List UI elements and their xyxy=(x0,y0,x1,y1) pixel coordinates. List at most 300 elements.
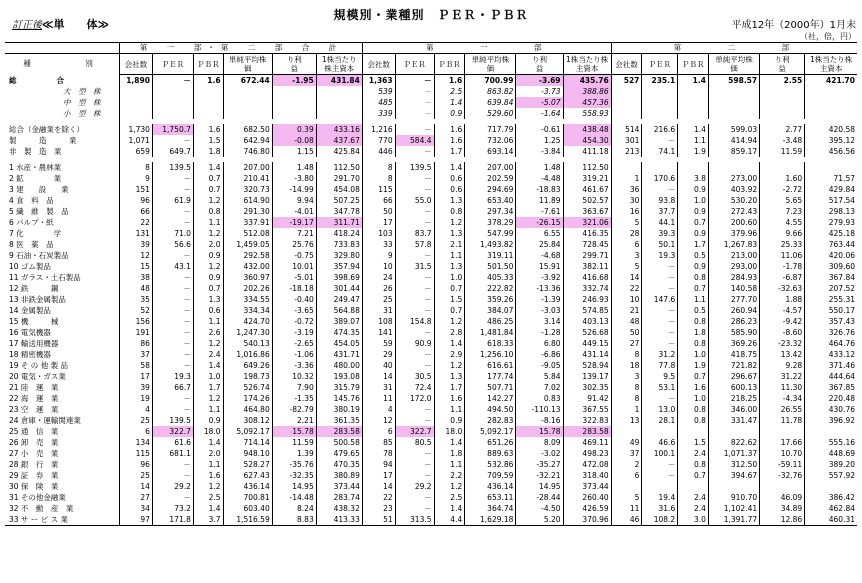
table-cell xyxy=(805,108,857,119)
table-cell xyxy=(611,481,642,492)
table-cell: 71.0 xyxy=(152,228,193,239)
table-cell: 40 xyxy=(362,360,395,371)
table-cell: 139.17 xyxy=(563,371,611,382)
table-cell: 0.7 xyxy=(678,470,709,481)
row-label: 32 不 動 産 業 xyxy=(9,504,74,513)
table-cell: 1.2 xyxy=(434,481,465,492)
table-cell: 34.89 xyxy=(760,503,805,514)
column-header: 会社数 xyxy=(362,54,395,75)
table-cell: -5.07 xyxy=(516,97,563,108)
column-header: ＰＢＲ xyxy=(434,54,465,75)
table-cell: 454.30 xyxy=(563,135,611,146)
table-cell: 360.97 xyxy=(223,272,272,283)
row-label: 26 卸 売 業 xyxy=(9,438,59,447)
table-cell: 15.78 xyxy=(272,426,316,437)
table-cell xyxy=(152,97,193,108)
table-cell: 8 xyxy=(611,382,642,393)
table-cell: 659 xyxy=(120,146,153,157)
table-cell: － xyxy=(642,338,678,349)
table-cell: 319.11 xyxy=(465,250,516,261)
table-cell: 16 xyxy=(611,206,642,217)
table-cell: 11 xyxy=(611,503,642,514)
table-cell: － xyxy=(152,470,193,481)
table-cell: 0.8 xyxy=(678,459,709,470)
table-cell: 216.6 xyxy=(642,124,678,135)
table-cell xyxy=(678,162,709,173)
table-cell xyxy=(642,86,678,97)
row-label: 23 空 運 業 xyxy=(9,405,59,414)
row-label: 1 水産・農林業 xyxy=(9,163,62,172)
table-cell: -32.63 xyxy=(760,283,805,294)
table-cell xyxy=(642,97,678,108)
table-cell: 1.1 xyxy=(193,459,223,470)
table-row xyxy=(5,426,857,437)
table-cell: 436.14 xyxy=(223,481,272,492)
table-cell: － xyxy=(395,470,434,481)
table-cell: 30 xyxy=(611,195,642,206)
table-cell: 1.39 xyxy=(272,448,316,459)
table-cell: 1.1 xyxy=(678,294,709,305)
table-row xyxy=(5,294,857,305)
table-cell: 550.17 xyxy=(805,305,857,316)
table-cell xyxy=(223,86,272,97)
table-row xyxy=(5,415,857,426)
table-cell: 1.7 xyxy=(678,239,709,250)
table-cell: 2.4 xyxy=(193,349,223,360)
table-cell: 1.48 xyxy=(516,162,563,173)
table-row xyxy=(5,124,857,135)
table-cell: 485 xyxy=(362,97,395,108)
table-cell: 10 xyxy=(362,261,395,272)
table-cell: 1.0 xyxy=(678,393,709,404)
table-cell: 26.55 xyxy=(760,404,805,415)
table-cell: － xyxy=(152,404,193,415)
table-cell: 1.1 xyxy=(678,135,709,146)
table-cell: -0.72 xyxy=(272,316,316,327)
table-cell: 96 xyxy=(120,195,153,206)
table-cell: 1.2 xyxy=(193,481,223,492)
table-cell: － xyxy=(395,459,434,470)
table-cell: 36 xyxy=(611,184,642,195)
table-cell: 347.78 xyxy=(316,206,362,217)
table-cell: 395.12 xyxy=(805,135,857,146)
table-cell: － xyxy=(395,492,434,503)
table-cell: 1.5 xyxy=(434,294,465,305)
table-cell: 74.1 xyxy=(642,146,678,157)
table-cell xyxy=(708,481,759,492)
table-cell: 134 xyxy=(120,437,153,448)
table-cell: 1,071.37 xyxy=(708,448,759,459)
table-cell: -9.05 xyxy=(516,360,563,371)
group-header-first-section: 第 一 部 xyxy=(362,43,611,54)
table-cell: 382.11 xyxy=(563,261,611,272)
table-cell: 141 xyxy=(362,327,395,338)
table-cell: 746.80 xyxy=(223,146,272,157)
table-cell: 4 xyxy=(120,404,153,415)
table-cell: 37 xyxy=(611,448,642,459)
table-cell: 332.74 xyxy=(563,283,611,294)
table-cell: 425.18 xyxy=(805,228,857,239)
table-cell: － xyxy=(642,305,678,316)
table-cell: 18.0 xyxy=(434,426,465,437)
table-cell: 0.9 xyxy=(434,108,465,119)
table-cell: 55.0 xyxy=(395,195,434,206)
table-cell: 96 xyxy=(120,459,153,470)
table-cell: -4.34 xyxy=(760,393,805,404)
table-cell: 378.29 xyxy=(465,217,516,228)
table-cell: -110.13 xyxy=(516,404,563,415)
table-cell: 639.84 xyxy=(465,97,516,108)
table-cell: 25.76 xyxy=(272,239,316,250)
table-cell xyxy=(642,481,678,492)
table-cell: 0.7 xyxy=(678,371,709,382)
table-cell: 108.2 xyxy=(642,514,678,526)
table-cell: 431.84 xyxy=(316,75,362,87)
table-cell: 56.6 xyxy=(152,239,193,250)
table-cell: 517.54 xyxy=(805,195,857,206)
table-cell: 222.82 xyxy=(465,283,516,294)
table-row xyxy=(5,514,857,526)
table-cell: 14.95 xyxy=(516,481,563,492)
table-cell: 72.4 xyxy=(395,382,434,393)
table-cell: － xyxy=(395,283,434,294)
table-cell: 0.7 xyxy=(434,305,465,316)
table-cell: 1.25 xyxy=(516,135,563,146)
column-header: 1株当たり株主資本 xyxy=(316,54,362,75)
table-cell: 384.07 xyxy=(465,305,516,316)
table-cell: 1,391.77 xyxy=(708,514,759,526)
table-cell: 200.60 xyxy=(708,217,759,228)
table-cell: 6.55 xyxy=(516,228,563,239)
table-cell: 411.18 xyxy=(563,146,611,157)
table-cell: -4.68 xyxy=(516,250,563,261)
table-cell: － xyxy=(152,283,193,294)
table-cell: 207.00 xyxy=(465,162,516,173)
table-cell: 380.89 xyxy=(316,470,362,481)
table-cell: 38 xyxy=(120,272,153,283)
table-cell: 0.5 xyxy=(678,250,709,261)
table-cell xyxy=(316,108,362,119)
table-cell: 11.30 xyxy=(760,382,805,393)
table-cell: 90.9 xyxy=(395,338,434,349)
table-cell: 12 xyxy=(120,250,153,261)
table-cell: 14 xyxy=(120,481,153,492)
table-cell xyxy=(760,97,805,108)
table-cell: 2.1 xyxy=(434,239,465,250)
table-cell: 1.4 xyxy=(193,503,223,514)
table-cell: － xyxy=(152,459,193,470)
table-cell: 85 xyxy=(362,437,395,448)
table-cell: 77.8 xyxy=(642,360,678,371)
table-cell: 403.13 xyxy=(563,316,611,327)
table-cell: － xyxy=(395,360,434,371)
table-cell: － xyxy=(152,206,193,217)
table-row xyxy=(5,97,857,108)
table-cell: 430.76 xyxy=(805,404,857,415)
table-cell: 302.35 xyxy=(563,382,611,393)
table-cell: 297.34 xyxy=(465,206,516,217)
table-cell: 0.5 xyxy=(678,305,709,316)
table-row xyxy=(5,459,857,470)
table-cell: -3.48 xyxy=(760,135,805,146)
table-cell xyxy=(272,108,316,119)
table-cell: -1.64 xyxy=(516,108,563,119)
table-cell xyxy=(708,426,759,437)
table-cell: 318.40 xyxy=(563,470,611,481)
table-cell: 424.70 xyxy=(223,316,272,327)
table-cell: － xyxy=(152,349,193,360)
table-cell: － xyxy=(395,349,434,360)
table-cell: － xyxy=(152,272,193,283)
column-header: り利 益 xyxy=(272,54,316,75)
table-cell: 649.26 xyxy=(223,360,272,371)
table-cell: 322.83 xyxy=(563,415,611,426)
table-cell: 218.25 xyxy=(708,393,759,404)
table-cell: 5.65 xyxy=(760,195,805,206)
table-cell: 10.32 xyxy=(272,371,316,382)
table-cell: 321.06 xyxy=(563,217,611,228)
table-cell: 500.58 xyxy=(316,437,362,448)
table-cell: 17.66 xyxy=(760,437,805,448)
table-cell: 23 xyxy=(362,503,395,514)
table-cell: 100.1 xyxy=(642,448,678,459)
table-cell: 14 xyxy=(611,272,642,283)
table-cell: 1.6 xyxy=(434,75,465,87)
table-cell: -32.35 xyxy=(272,470,316,481)
table-cell: 58 xyxy=(120,360,153,371)
table-cell xyxy=(678,97,709,108)
table-cell: 59 xyxy=(362,338,395,349)
table-cell: -35.76 xyxy=(272,459,316,470)
table-cell: -0.40 xyxy=(272,294,316,305)
table-cell: 618.33 xyxy=(465,338,516,349)
table-cell: 0.7 xyxy=(678,283,709,294)
table-cell: 1,890 xyxy=(120,75,153,87)
table-cell: 202.59 xyxy=(465,173,516,184)
table-cell xyxy=(708,97,759,108)
table-cell: 1.2 xyxy=(193,228,223,239)
table-cell xyxy=(611,86,642,97)
table-cell: 151 xyxy=(120,184,153,195)
table-cell: 329.80 xyxy=(316,250,362,261)
table-cell: 283.58 xyxy=(316,426,362,437)
table-cell: 1.5 xyxy=(193,135,223,146)
table-cell: 5,092.17 xyxy=(465,426,516,437)
table-cell: － xyxy=(152,135,193,146)
scope-heading xyxy=(12,16,109,32)
table-cell: 66.7 xyxy=(152,382,193,393)
table-cell: 1.2 xyxy=(434,316,465,327)
row-label: 7 化 学 xyxy=(9,229,62,238)
table-cell: 0.7 xyxy=(678,217,709,228)
table-cell: 598.57 xyxy=(708,75,759,87)
table-cell: 15 xyxy=(120,261,153,272)
table-cell: 11.59 xyxy=(760,146,805,157)
table-cell: 1,256.10 xyxy=(465,349,516,360)
table-cell: 0.9 xyxy=(434,415,465,426)
table-row xyxy=(5,492,857,503)
table-cell: － xyxy=(395,217,434,228)
table-cell: 142.27 xyxy=(465,393,516,404)
table-cell: 454.08 xyxy=(316,184,362,195)
table-cell: 700.99 xyxy=(465,75,516,87)
table-cell: 1,071 xyxy=(120,135,153,146)
table-cell: 0.9 xyxy=(678,184,709,195)
table-cell: 2.4 xyxy=(678,503,709,514)
table-cell: 438.32 xyxy=(316,503,362,514)
table-cell: -6.86 xyxy=(516,349,563,360)
table-cell: 1.8 xyxy=(678,327,709,338)
report-date: 平成12年（2000年）1月末 xyxy=(731,20,856,31)
table-cell: 8 xyxy=(120,162,153,173)
table-cell: 1.7 xyxy=(434,382,465,393)
table-cell: -18.83 xyxy=(516,184,563,195)
table-cell: 293.00 xyxy=(708,261,759,272)
table-cell: 10.70 xyxy=(760,448,805,459)
table-cell: 14 xyxy=(362,481,395,492)
table-cell: 296.67 xyxy=(708,371,759,382)
table-cell: 403.92 xyxy=(708,184,759,195)
table-cell: 733.83 xyxy=(316,239,362,250)
table-cell: 3.14 xyxy=(516,316,563,327)
table-cell: 1.7 xyxy=(434,146,465,157)
row-label: 中 型 株 xyxy=(63,98,101,107)
table-cell: 763.44 xyxy=(805,239,857,250)
table-row xyxy=(5,338,857,349)
table-cell: 1.1 xyxy=(193,316,223,327)
table-cell: 373.44 xyxy=(563,481,611,492)
table-cell: 31.6 xyxy=(642,503,678,514)
table-cell xyxy=(152,108,193,119)
table-row xyxy=(5,184,857,195)
table-cell xyxy=(805,162,857,173)
row-label: 28 銀 行 業 xyxy=(9,460,59,469)
table-cell: 454.05 xyxy=(316,338,362,349)
table-cell: 147.6 xyxy=(642,294,678,305)
table-cell: 80.5 xyxy=(395,437,434,448)
table-cell: 627.43 xyxy=(223,470,272,481)
table-cell: 322.7 xyxy=(152,426,193,437)
table-cell: 435.76 xyxy=(563,75,611,87)
table-cell: 46.09 xyxy=(760,492,805,503)
table-cell: 8 xyxy=(362,173,395,184)
table-cell: 367.85 xyxy=(805,382,857,393)
table-cell: 1.0 xyxy=(193,371,223,382)
table-cell: 31.22 xyxy=(760,371,805,382)
table-cell: 2.6 xyxy=(193,327,223,338)
column-header: 会社数 xyxy=(611,54,642,75)
table-cell: 379.96 xyxy=(708,228,759,239)
table-cell: 603.40 xyxy=(223,503,272,514)
table-cell xyxy=(678,108,709,119)
table-cell: -32.21 xyxy=(516,470,563,481)
table-cell: 859.17 xyxy=(708,146,759,157)
table-cell: 291.30 xyxy=(223,206,272,217)
column-header: 1株当たり株主資本 xyxy=(563,54,611,75)
table-cell: -3.36 xyxy=(272,360,316,371)
table-cell: 273.00 xyxy=(708,173,759,184)
table-cell: 299.71 xyxy=(563,250,611,261)
table-cell: 1,363 xyxy=(362,75,395,87)
table-cell: 0.8 xyxy=(678,415,709,426)
table-cell: 309.60 xyxy=(805,261,857,272)
scope-label: ≪単 体≫ xyxy=(42,18,110,31)
table-row xyxy=(5,481,857,492)
column-header: 単純平均株 価 xyxy=(223,54,272,75)
table-cell xyxy=(760,481,805,492)
table-cell: － xyxy=(152,173,193,184)
table-cell: 25 xyxy=(120,415,153,426)
table-cell: 139.5 xyxy=(395,162,434,173)
table-cell: 2 xyxy=(611,459,642,470)
table-row xyxy=(5,316,857,327)
table-cell xyxy=(193,86,223,97)
table-cell: -3.65 xyxy=(272,305,316,316)
table-cell: 6 xyxy=(611,470,642,481)
column-header: 単純平均株 価 xyxy=(708,54,759,75)
row-label: 大 型 株 xyxy=(63,87,101,96)
table-cell: 528.27 xyxy=(223,459,272,470)
table-cell: 93.8 xyxy=(642,195,678,206)
table-cell: 0.7 xyxy=(193,173,223,184)
table-cell: 24 xyxy=(362,272,395,283)
table-cell: 202.26 xyxy=(223,283,272,294)
table-cell: 507.71 xyxy=(465,382,516,393)
table-cell: 0.7 xyxy=(434,283,465,294)
table-cell: 315.79 xyxy=(316,382,362,393)
table-cell: 294.69 xyxy=(465,184,516,195)
row-label: 総 合 xyxy=(9,75,66,85)
table-cell: 171.8 xyxy=(152,514,193,526)
row-label: 6 パルプ・紙 xyxy=(9,218,54,227)
row-label: 小 型 株 xyxy=(63,109,101,118)
table-cell: 37.7 xyxy=(642,206,678,217)
row-label: 10 ゴム製品 xyxy=(9,262,51,271)
table-cell: 1.48 xyxy=(272,162,316,173)
table-cell: 470.35 xyxy=(316,459,362,470)
table-cell: － xyxy=(395,294,434,305)
table-cell: 272.43 xyxy=(708,206,759,217)
table-cell: -4.01 xyxy=(272,206,316,217)
row-label: 31 その他金融業 xyxy=(9,493,66,502)
table-cell: － xyxy=(642,459,678,470)
table-cell: 25 xyxy=(362,294,395,305)
table-cell: 86 xyxy=(120,338,153,349)
table-cell: 2.0 xyxy=(193,448,223,459)
table-cell: 115 xyxy=(120,448,153,459)
table-cell: 461.67 xyxy=(563,184,611,195)
table-cell xyxy=(642,426,678,437)
table-cell: 337.91 xyxy=(223,217,272,228)
table-cell: -14.48 xyxy=(272,492,316,503)
table-cell: 30.5 xyxy=(395,371,434,382)
table-cell: 672.44 xyxy=(223,75,272,87)
table-row xyxy=(5,503,857,514)
table-cell: 4.4 xyxy=(434,514,465,526)
table-cell: 48 xyxy=(120,283,153,294)
table-cell: 1.6 xyxy=(434,135,465,146)
table-cell: 154.8 xyxy=(395,316,434,327)
table-row xyxy=(5,327,857,338)
table-cell: 1.6 xyxy=(193,124,223,135)
table-row xyxy=(5,349,857,360)
table-cell: 22 xyxy=(120,217,153,228)
table-cell: 1.4 xyxy=(434,162,465,173)
table-cell: 369.26 xyxy=(708,338,759,349)
table-cell: 61.9 xyxy=(152,195,193,206)
table-cell: － xyxy=(395,206,434,217)
table-cell: 714.14 xyxy=(223,437,272,448)
